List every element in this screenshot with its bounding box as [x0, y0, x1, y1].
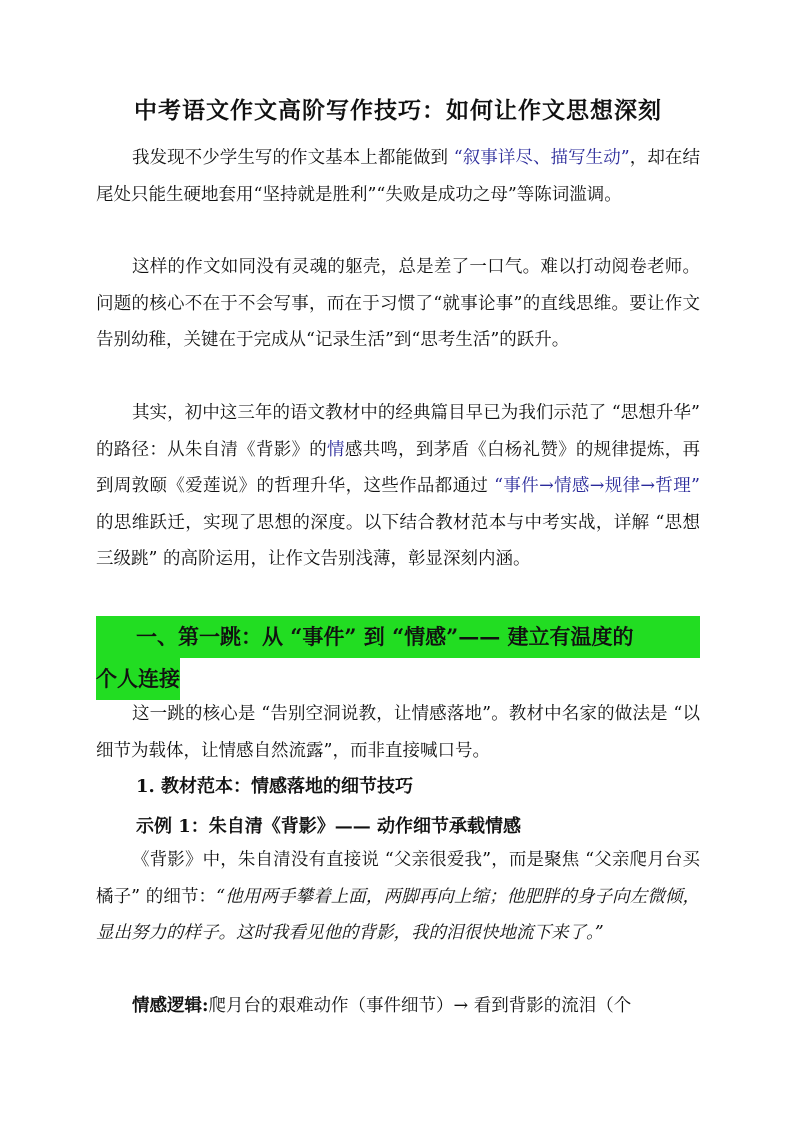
intro-p1-text-b: ，却在结尾处只能生硬地套用“坚持就是胜利”“失败是成功之母”等陈词滥调。 — [96, 148, 700, 205]
example-1-heading: 示例 1：朱自清《背影》—— 动作细节承载情感 — [136, 816, 522, 837]
example-1-quote: “他用两手攀着上面，两脚再向上缩；他肥胖的身子向左微倾，显出努力的样子。这时我看见他的背影，我的泪很快地流下来了。” — [96, 886, 700, 943]
emotion-logic-text: 爬月台的艰难动作（事件细节）→ 看到背影的流泪（个 — [208, 996, 632, 1016]
intro-p3-text-a: 其实，初中这三年的语文教材中的经典篇目早已为我们示范了 “思想升华” 的路径：从朱自清《背影》的 — [96, 403, 700, 460]
intro-paragraph-3 — [96, 395, 700, 578]
section-1-heading-line-1: 一、第一跳：从 “事件” 到 “情感”—— 建立有温度的 — [96, 616, 700, 658]
intro-paragraph-2: 这样的作文如同没有灵魂的躯壳，总是差了一口气。难以打动阅卷老师。问题的核心不在于不会写事，而在于习惯了“就事论事”的直线思维。要让作文告别幼稚，关键在于完成从“记录生活”到“思考生活”的跃升。 — [96, 257, 700, 350]
section-1-heading-line-2: 个人连接 — [96, 658, 180, 700]
emotion-logic-line — [96, 988, 700, 1025]
intro-p3-emotion: 情 — [327, 439, 345, 460]
intro-p1-quote: “叙事详尽、描写生动” — [453, 148, 630, 168]
intro-p3-text-c: 的思维跃迁，实现了思想的深度。以下结合教材范本与中考实战，详解 “思想三级跳” 的高阶运用，让作文告别浅薄，彰显深刻内涵。 — [96, 512, 700, 569]
section-1-paragraph: 这一跳的核心是 “告别空洞说教，让情感落地”。教材中名家的做法是 “以细节为载体，让情感自然流露”，而非直接喊口号。 — [96, 704, 700, 761]
intro-p1-text-a: 我发现不少学生写的作文基本上都能做到 — [132, 148, 454, 168]
intro-p3-chain: “事件→情感→规律→哲理” — [494, 476, 700, 496]
example-1-paragraph — [96, 842, 700, 952]
intro-p3-text-b: 感共鸣，到茅盾《白杨礼赞》的规律提炼，再到周敦颐《爱莲说》的哲理升华，这些作品都通过 — [96, 439, 701, 496]
document-title: 中考语文作文高阶写作技巧：如何让作文思想深刻 — [134, 97, 662, 124]
emotion-logic-label: 情感逻辑: — [132, 996, 209, 1016]
example-1-text: 《背影》中，朱自清没有直接说 “父亲很爱我”，而是聚焦 “父亲爬月台买橘子” 的细节： — [96, 850, 700, 907]
section-1-heading — [96, 616, 700, 700]
subheading-textbook-example: 1. 教材范本：情感落地的细节技巧 — [136, 776, 414, 797]
intro-paragraph-1 — [96, 140, 700, 213]
